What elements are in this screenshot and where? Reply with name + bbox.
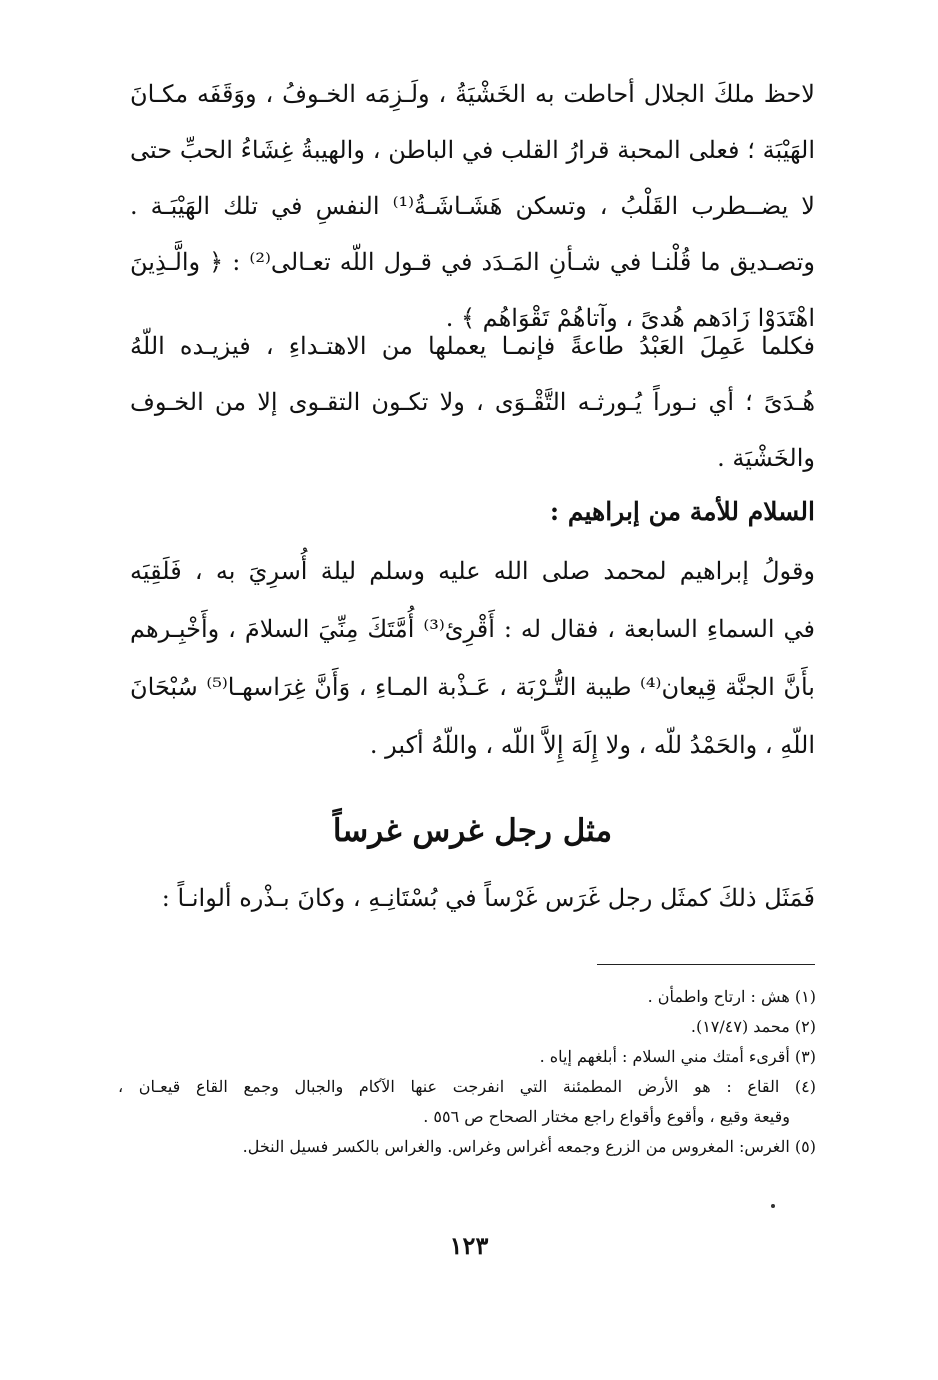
text-line: اللّهِ ، والحَمْدُ للّه ، ولا إِلَهَ إِلاَّ اللّه ، واللّهُ أكبر . bbox=[369, 731, 815, 759]
text-line: والخَشْيَة . bbox=[717, 444, 815, 472]
text-line: اهْتَدَوْا زَادَهم هُدىً ، وآتاهُمْ تَقْوَاهُم ﴾ . bbox=[445, 304, 815, 332]
text-line: في السماءِ السابعة ، فقال له : أَقْرِئ⁽³⁾ أُمَّتَكَ مِنِّيَ السلامَ ، وأَخْبِـرهم bbox=[130, 615, 815, 643]
footnote-2: (٢) محمد (١٧/٤٧). bbox=[690, 1017, 816, 1036]
text-line: الهَيْبَة ؛ فعلى المحبة قرارُ القلب في الباطن ، والهيبةُ غِشَاءُ الحبِّ حتى bbox=[130, 136, 815, 164]
text-line: وتصـديق ما قُلْنـا في شـأنِ المَـدَد في قـول اللّه تعـالى⁽²⁾ : ﴿ والَّـذِينَ bbox=[130, 248, 815, 276]
section-heading: السلام للأمة من إبراهيم : bbox=[549, 497, 815, 526]
print-speck bbox=[771, 1204, 775, 1208]
footnote-1: (١) هش : ارتاح واطمأن . bbox=[647, 987, 816, 1006]
text-line: فكلما عَمِلَ العَبْدُ طاعةً فإنمـا يعملها من الاهتـداءِ ، فيزيـده اللّهُ bbox=[130, 332, 815, 360]
text-line: لا يضــطرب القَلْبُ ، وتسكن هَشَـاشَـةُ⁽¹⁾ النفسِ في تلك الهَيْبَـة . bbox=[130, 192, 815, 220]
text-line: هُـدَىً ؛ أي نـوراً يُـورثـه التَّقْـوَى ، ولا تكـون التقـوى إلا من الخـوف bbox=[130, 388, 815, 416]
text-line: فَمَثَل ذلكَ كمثَل رجل غَرَس غَرْساً في بُسْتَانِـهِ ، وكانَ بـذْره ألوانـاً : bbox=[161, 884, 815, 912]
footnote-4-continuation: وقيعة وقيع ، وأقوع وأقواع راجع مختار الصحاح ص ٥٥٦ . bbox=[423, 1107, 790, 1126]
paragraph-taqwa bbox=[130, 318, 815, 486]
footnote-5: (٥) الغرس: المغروس من الزرع وجمعه أغراس وغراس. والغراس بالكسر فسيل النخل. bbox=[242, 1137, 816, 1156]
footnotes bbox=[118, 982, 816, 1162]
text-line: بأَنَّ الجنَّة قِيعان⁽⁴⁾ طيبة التُّـرْبَة ، عَـذْبة المـاءِ ، وَأَنَّ غِرَاسهـا⁽⁵⁾ سُبْحَانَ bbox=[130, 673, 815, 701]
chapter-title: مثل رجل غرس غرساً bbox=[332, 813, 613, 849]
page-number: ١٢٣ bbox=[449, 1231, 489, 1260]
paragraph-parable bbox=[130, 870, 815, 926]
footnote-3: (٣) أقرىء أمتك مني السلام : أبلغهم إياه . bbox=[539, 1047, 816, 1066]
paragraph-ibrahim bbox=[130, 542, 815, 774]
paragraph-khashya bbox=[130, 66, 815, 346]
text-line: لاحظ ملكَ الجلال أحاطت به الخَشْيَةُ ، ولَـزِمَه الخـوفُ ، ووَقَفَه مكـانَ bbox=[130, 80, 815, 108]
footnote-divider bbox=[597, 964, 815, 965]
text-line: وقولُ إبراهيم لمحمد صلى الله عليه وسلم ليلة أُسرِيَ به ، فَلَقِيَه bbox=[130, 557, 815, 585]
footnote-4: (٤) القاع : هو الأرض المطمئنة التي انفرجت عنها الآكام والجبال وجمع القاع قيعـان ، bbox=[118, 1077, 816, 1096]
